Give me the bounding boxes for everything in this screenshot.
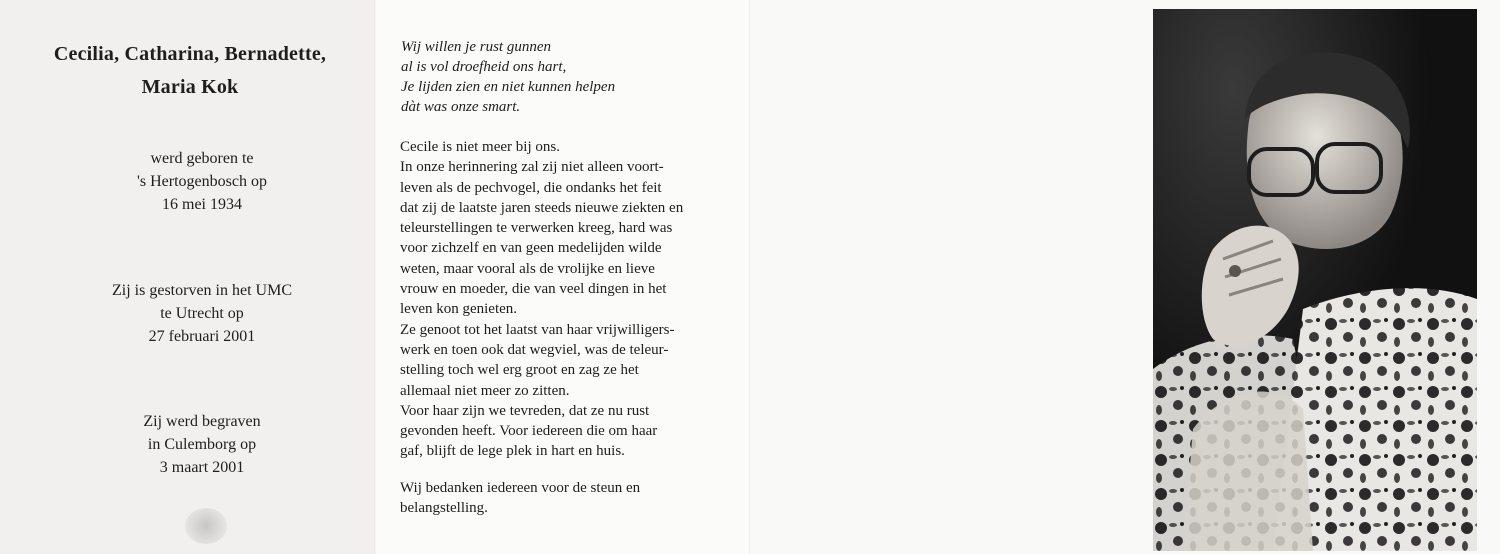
name-line: Cecilia, Catharina, Bernadette, [53, 43, 327, 65]
death-date: 27 februari 2001 [148, 328, 256, 345]
memorial-poem [401, 37, 615, 117]
text-line: stelling toch wel erg groot en zag ze het [400, 362, 639, 379]
poem-line: Wij willen je rust gunnen [401, 39, 551, 55]
birth-line: 's Hertogenbosch op [137, 173, 267, 190]
text-line: Cecile is niet meer bij ons. [400, 139, 560, 155]
text-line: teleurstellingen te verwerken kreeg, hard was [400, 220, 673, 237]
text-line: Voor haar zijn we tevreden, dat ze nu rust [400, 402, 650, 419]
text-line: gevonden heeft. Voor iedereen die om haar [400, 423, 658, 440]
text-line: dat zij de laatste jaren steeds nieuwe ziekten en [400, 199, 684, 216]
text-line: Ze genoot tot het laatst van haar vrijwilligers- [400, 321, 675, 338]
text-line: weten, maar vooral als de vrolijke en lieve [400, 260, 655, 277]
text-line: Wij bedanken iedereen voor de steun en [400, 479, 641, 496]
death-line: te Utrecht op [160, 305, 244, 322]
portrait-photo [1153, 9, 1477, 551]
portrait-illustration [1153, 9, 1477, 551]
text-line: leven kon genieten. [400, 301, 518, 318]
burial-line: in Culemborg op [147, 436, 257, 453]
burial-line: Zij werd begraven [143, 413, 261, 430]
card-fold [749, 0, 751, 554]
text-line: belangstelling. [400, 500, 488, 517]
death-line: Zij is gestorven in het UMC [112, 282, 292, 299]
left-panel [0, 0, 375, 554]
burial-date: 3 maart 2001 [159, 459, 245, 476]
name-line: Maria Kok [141, 76, 239, 98]
poem-line: Je lijden zien en niet kunnen helpen [401, 79, 616, 95]
birth-details [92, 147, 312, 216]
paragraph-gap [400, 462, 740, 478]
burial-details [92, 410, 312, 479]
memorial-text [400, 137, 740, 518]
text-line: In onze herinnering zal zij niet alleen voort- [400, 159, 664, 176]
poem-line: dàt was onze smart. [401, 99, 521, 115]
poem-line: al is vol droefheid ons hart, [401, 59, 567, 75]
birth-date: 16 mei 1934 [162, 196, 242, 213]
death-details [92, 279, 312, 348]
birth-line: werd geboren te [150, 150, 254, 167]
card-fold [374, 0, 376, 554]
text-line: voor zichzelf en van geen medelijden wilde [400, 240, 662, 257]
text-line: allemaal niet meer zo zitten. [400, 382, 570, 399]
text-line: leven als de pechvogel, die ondanks het feit [400, 179, 662, 196]
text-line: werk en toen ook dat wegviel, was de teleur- [400, 341, 669, 358]
paper-smudge [185, 508, 227, 544]
deceased-name [0, 38, 380, 104]
text-line: vrouw en moeder, die van veel dingen in het [400, 281, 667, 298]
text-line: gaf, blijft de lege plek in hart en huis. [400, 443, 625, 460]
